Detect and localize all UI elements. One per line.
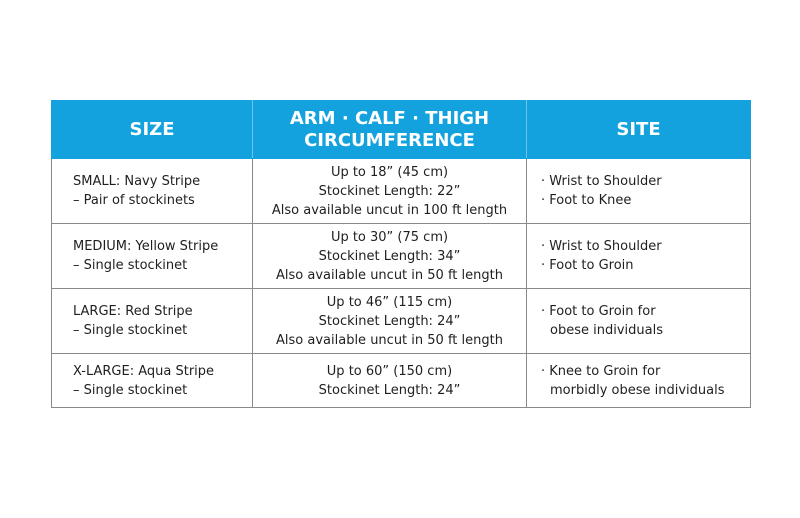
stockinet-length: Stockinet Length: 24” [318, 382, 461, 398]
size-name: X-LARGE: Aqua Stripe [73, 363, 215, 379]
header-size-label: SIZE [129, 118, 175, 140]
site-line: · Wrist to Shoulder [541, 239, 662, 254]
header-row [52, 101, 751, 159]
size-note: – Single stockinet [73, 382, 188, 398]
site-line: · Foot to Groin for [541, 304, 656, 319]
circumference-max: Up to 60” (150 cm) [326, 363, 453, 379]
size-chart-table [51, 100, 751, 408]
circumference-cell [253, 354, 527, 408]
header-size [52, 101, 253, 159]
site-cell [527, 354, 751, 408]
uncut-availability: Also available uncut in 100 ft length [271, 202, 508, 218]
header-site-label: SITE [616, 118, 661, 140]
circumference-cell [253, 159, 527, 224]
stockinet-length: Stockinet Length: 22” [318, 183, 461, 199]
stockinet-length: Stockinet Length: 24” [318, 313, 461, 329]
site-line: · Knee to Groin for [541, 363, 661, 379]
size-note: – Single stockinet [73, 323, 188, 338]
site-cell [527, 289, 751, 354]
size-note: – Single stockinet [73, 258, 188, 273]
site-cell [527, 224, 751, 289]
size-cell [52, 159, 253, 224]
stockinet-length: Stockinet Length: 34” [318, 248, 461, 264]
table-header [52, 101, 751, 159]
uncut-availability: Also available uncut in 50 ft length [276, 332, 503, 348]
uncut-availability: Also available uncut in 50 ft length [276, 267, 503, 283]
header-site [527, 101, 751, 159]
header-circumference-line2: CIRCUMFERENCE [304, 129, 475, 151]
table-row-medium [52, 224, 751, 289]
header-circumference-line1: ARM · CALF · THIGH [289, 107, 490, 129]
size-cell [52, 354, 253, 408]
table-row-small [52, 159, 751, 224]
table-body [52, 159, 751, 408]
circumference-max: Up to 30” (75 cm) [330, 229, 449, 245]
circumference-cell [253, 289, 527, 354]
header-circumference [253, 101, 527, 159]
circumference-max: Up to 46” (115 cm) [326, 294, 453, 310]
site-line: morbidly obese individuals [550, 382, 725, 398]
circumference-max: Up to 18” (45 cm) [330, 164, 449, 180]
site-line: · Foot to Knee [541, 193, 632, 208]
size-cell [52, 224, 253, 289]
size-cell [52, 289, 253, 354]
site-cell [527, 159, 751, 224]
site-line: · Foot to Groin [541, 258, 634, 273]
table-row-large [52, 289, 751, 354]
size-note: – Pair of stockinets [73, 193, 195, 208]
site-line: obese individuals [550, 323, 663, 338]
circumference-cell [253, 224, 527, 289]
size-name: LARGE: Red Stripe [73, 304, 193, 319]
size-name: MEDIUM: Yellow Stripe [73, 239, 219, 254]
site-line: · Wrist to Shoulder [541, 174, 662, 189]
size-name: SMALL: Navy Stripe [73, 174, 201, 189]
table-row-xlarge [52, 354, 751, 408]
